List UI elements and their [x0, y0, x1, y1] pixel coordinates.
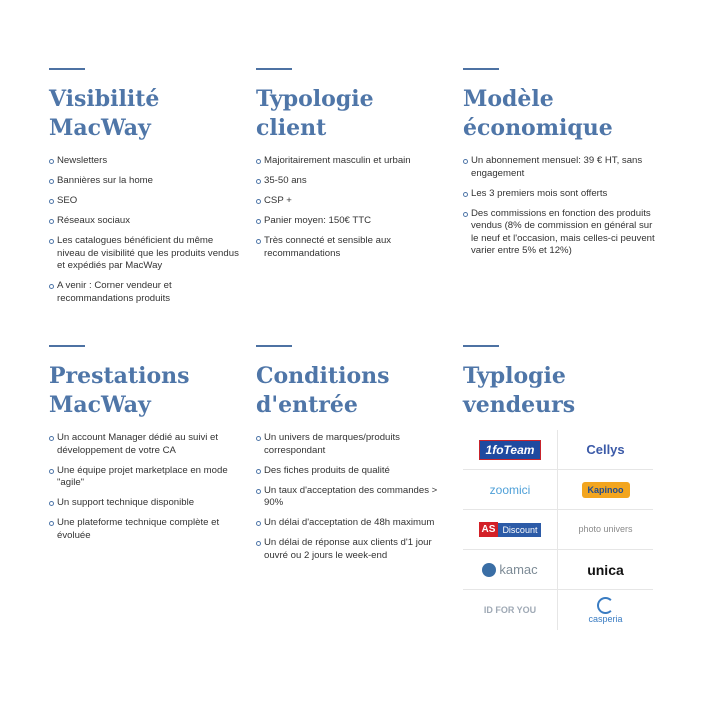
section-visibilite: [49, 68, 241, 313]
list-item: Un abonnement mensuel: 39 € HT, sans engagement: [463, 155, 655, 180]
section-prestations: [49, 345, 241, 550]
logo-unica: unica: [587, 561, 624, 578]
logo-casperia-text: casperia: [588, 613, 623, 624]
logo-cell: [558, 510, 653, 550]
logo-kamac-text: kamac: [499, 562, 538, 577]
section-typologie-client: [256, 68, 448, 268]
section-rule: [256, 345, 292, 347]
list-item: Un délai de réponse aux clients d'1 jour ouvré ou 2 jours le week-end: [256, 537, 448, 562]
bullet-list: [49, 155, 241, 305]
list-item: SEO: [49, 195, 241, 208]
logo-cell: [463, 510, 558, 550]
logo-cellys: Cellys: [586, 442, 625, 457]
section-title: Modèle économique: [463, 86, 613, 141]
list-item: Réseaux sociaux: [49, 215, 241, 228]
logo-discount-text: Discount: [498, 523, 541, 537]
section-rule: [49, 68, 85, 70]
logo-id-for-you: ID FOR YOU: [483, 605, 537, 615]
list-item: A venir : Corner vendeur et recommandations produits: [49, 280, 241, 305]
logo-as-text: AS: [479, 522, 499, 537]
list-item: Les catalogues bénéficient du même niveau de visibilité que les produits vendus et expédiés par MacWay: [49, 235, 241, 273]
bullet-list: [49, 432, 241, 542]
list-item: Un support technique disponible: [49, 497, 241, 510]
logo-kamac: [482, 562, 537, 577]
list-item: Majoritairement masculin et urbain: [256, 155, 448, 168]
section-rule: [463, 345, 499, 347]
bullet-list: [256, 155, 448, 260]
logo-cell: [558, 590, 653, 630]
list-item: Une équipe projet marketplace en mode "agile": [49, 465, 241, 490]
section-rule: [463, 68, 499, 70]
list-item: CSP +: [256, 195, 448, 208]
vendor-logo-grid: [463, 430, 655, 630]
logo-cell: [558, 550, 653, 590]
list-item: Newsletters: [49, 155, 241, 168]
section-rule: [256, 68, 292, 70]
logo-cell: [558, 430, 653, 470]
list-item: Bannières sur la home: [49, 175, 241, 188]
list-item: Un délai d'acceptation de 48h maximum: [256, 517, 448, 530]
logo-cell: [463, 550, 558, 590]
section-title: Typologie client: [256, 86, 374, 141]
logo-cell: [463, 590, 558, 630]
list-item: Très connecté et sensible aux recommandations: [256, 235, 448, 260]
kamac-mark-icon: [482, 563, 496, 577]
list-item: Panier moyen: 150€ TTC: [256, 215, 448, 228]
section-title: Prestations MacWay: [49, 363, 190, 418]
section-title: Typlogie vendeurs: [463, 363, 576, 418]
bullet-list: [256, 432, 448, 562]
logo-kapinoo: Kapinoo: [582, 482, 630, 498]
logo-zoomici: zoomici: [489, 482, 531, 497]
list-item: Les 3 premiers mois sont offerts: [463, 188, 655, 201]
logo-cell: [463, 430, 558, 470]
section-rule: [49, 345, 85, 347]
logo-as-discount: [479, 522, 542, 537]
list-item: Une plateforme technique complète et évoluée: [49, 517, 241, 542]
section-modele-economique: [463, 68, 655, 265]
casperia-mark-icon: [597, 597, 614, 614]
logo-casperia: [588, 597, 622, 624]
section-typologie-vendeurs: [463, 345, 655, 630]
logo-photo-univers: photo univers: [578, 524, 633, 534]
section-title: Visibilité MacWay: [49, 86, 160, 141]
logo-cell: [558, 470, 653, 510]
list-item: Un account Manager dédié au suivi et développement de votre CA: [49, 432, 241, 457]
bullet-list: [463, 155, 655, 258]
logo-1foteam: 1foTeam: [479, 440, 542, 460]
list-item: Un taux d'acceptation des commandes > 90%: [256, 485, 448, 510]
list-item: Des fiches produits de qualité: [256, 465, 448, 478]
list-item: Des commissions en fonction des produits vendus (8% de commission en général sur le neuf et l'occasion, mais celles-ci peuvent varier entre 5% et 12%): [463, 208, 655, 258]
list-item: Un univers de marques/produits correspondant: [256, 432, 448, 457]
section-conditions: [256, 345, 448, 570]
logo-cell: [463, 470, 558, 510]
section-title: Conditions d'entrée: [256, 363, 390, 418]
list-item: 35-50 ans: [256, 175, 448, 188]
